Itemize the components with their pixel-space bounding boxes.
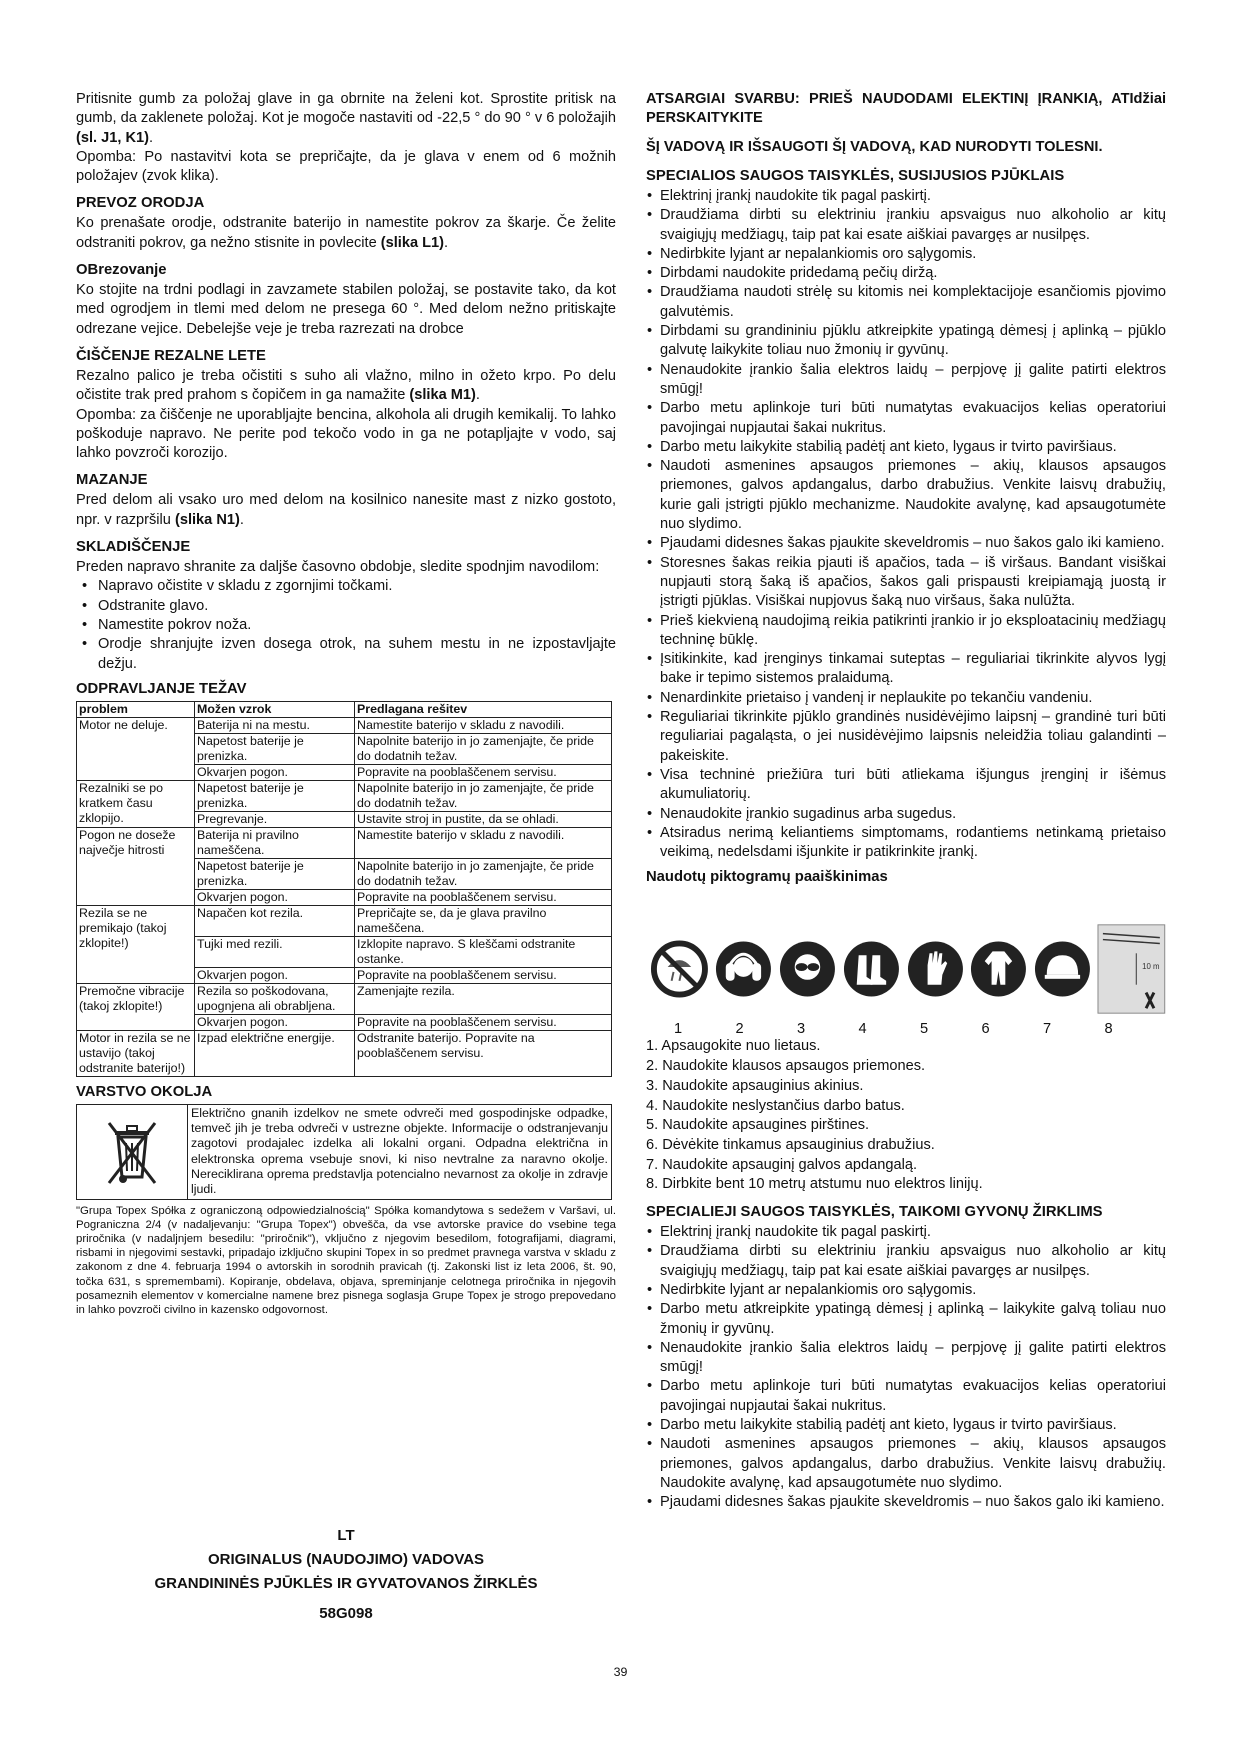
list-item: • Nenaudokite įrankio šalia elektros laidų – perpjovę jį galite patirti elektros smūgį!: [646, 1339, 1166, 1378]
table-cell: Napačen kot rezila.: [195, 905, 355, 936]
table-cell: Rezalniki se po kratkem času zklopijo.: [77, 780, 195, 827]
table-cell: Okvarjen pogon.: [195, 1014, 355, 1030]
table-cell: Napetost baterije je prenizka.: [195, 780, 355, 811]
pictogram-number: 6: [981, 1021, 990, 1038]
distance-label: 10 m: [1142, 962, 1160, 972]
list-item: • Darbo metu aplinkoje turi būti numatytas evakuacijos kelias operatoriui pavojingai nupjautai šakai nukritus.: [646, 399, 1166, 438]
table-cell: Namestite baterijo v skladu z navodili.: [355, 827, 612, 858]
pictogram-number: 4: [858, 1021, 867, 1038]
table-cell: Popravite na pooblaščenem servisu.: [355, 967, 612, 983]
table-cell: Napolnite baterijo in jo zamenjajte, če pride do dodatnih težav.: [355, 858, 612, 889]
table-cell: Prepričajte se, da je glava pravilno nameščena.: [355, 905, 612, 936]
list-item: • Nenaudokite įrankio sugadinus arba sugedus.: [646, 805, 1166, 824]
list-item: • Storesnes šakas reikia pjauti iš apačios, tada – iš viršaus. Bandant visiškai nupjauti storą šaką iš apačios, šakos gali prispausti kreipiamąją juostą ir įstrigti pjūklas. Visiškai nupjovus šaką nuo viršaus, šaka nulūžta.: [646, 554, 1166, 612]
saw-rules-list: [646, 187, 1166, 862]
keep-manual-heading: ŠĮ VADOVĄ IR IŠSAUGOTI ŠĮ VADOVĄ, KAD NURODYTI TOLESNI.: [646, 139, 1103, 155]
table-header-row: [77, 701, 612, 717]
list-item: • Nenardinkite prietaiso į vandenį ir neplaukite po tekančiu vandeniu.: [646, 689, 1166, 708]
table-header: Možen vzrok: [195, 701, 355, 717]
table-cell: Baterija ni na mestu.: [195, 717, 355, 733]
list-item: 7. Naudokite apsauginį galvos apdangalą.: [646, 1156, 917, 1173]
table-cell: Namestite baterijo v skladu z navodili.: [355, 717, 612, 733]
list-item: • Reguliariai tikrinkite pjūklo grandinės nusidėvėjimo laipsnį – grandinė turi būti reguliariai pagaląsta, o jei nusidėvėjimo laipsnis neleidžia toliau galandinti – pakeiskite.: [646, 708, 1166, 766]
environment-heading: VARSTVO OKOLJA: [76, 1083, 213, 1100]
environment-box: [76, 1104, 612, 1200]
list-item: • Nedirbkite lyjant ar nepalankiomis oro sąlygomis.: [646, 1281, 1166, 1300]
transport-text: Ko prenašate orodje, odstranite baterijo in namestite pokrov za škarje. Če želite odstraniti pokrov, ga nežno stisnite in povlecite (slika L1).: [76, 215, 616, 251]
list-item: 3. Naudokite apsauginius akinius.: [646, 1077, 864, 1094]
troubleshooting-heading: ODPRAVLJANJE TEŽAV: [76, 680, 247, 697]
goggles-icon: [778, 939, 837, 999]
warning-heading: ATSARGIAI SVARBU: PRIEŠ NAUDODAMI ELEKTINĮ ĮRANKIĄ, ATIdžiai PERSKAITYKITE: [646, 91, 1166, 126]
table-cell: Zamenjajte rezila.: [355, 983, 612, 1014]
cleaning-heading: ČIŠČENJE REZALNE LETE: [76, 347, 266, 364]
lubrication-heading: MAZANJE: [76, 472, 148, 489]
table-cell: Popravite na pooblaščenem servisu.: [355, 1014, 612, 1030]
table-header: Predlagana rešitev: [355, 701, 612, 717]
safety-boots-icon: [842, 939, 901, 999]
saw-rules-heading: SPECIALIOS SAUGOS TAISYKLĖS, SUSIJUSIOS PJŪKLAIS: [646, 168, 1065, 184]
table-row: [77, 717, 612, 733]
cleaning-note: Opomba: za čiščenje ne uporabljajte bencina, alkohola ali drugih kemikalij. To lahko poškoduje napravo. Ne perite pod tekočo vodo in ga ne potapljajte v vodo, saj lahko povzroči korozijo.: [76, 406, 616, 462]
environment-text: Električno gnanih izdelkov ne smete odvreči med gospodinjske odpadke, temveč jih je treba odvreči v ustrezne objekte. Informacije o odstranjevanju zagotovi prodajalec izdelka ali lokalni organi. Odpadna električna in elektronska oprema vsebuje snovi, ki niso nevtralne za naravno okolje. Nereciklirana oprema predstavlja potencialno nevarnost za okolje in zdravje ljudi.: [191, 1105, 608, 1197]
table-row: [77, 827, 612, 858]
intro-paragraph: Pritisnite gumb za položaj glave in ga obrnite na želeni kot. Sprostite pritisk na gumb, da zaklenete položaj. Kot je mogoče nastaviti od -22,5 ° do 90 ° v 6 položajih (sl. J1, K1).: [76, 91, 616, 146]
pictogram-number: 5: [920, 1021, 929, 1038]
table-cell: Napetost baterije je prenizka.: [195, 733, 355, 764]
list-item: • Napravo očistite v skladu z zgornjimi točkami.: [76, 577, 616, 596]
pictogram-number: 1: [674, 1021, 683, 1038]
table-cell: Okvarjen pogon.: [195, 889, 355, 905]
table-cell: Baterija ni pravilno nameščena.: [195, 827, 355, 858]
list-item: • Darbo metu laikykite stabilią padėtį ant kieto, lygaus ir tvirto paviršiaus.: [646, 1416, 1166, 1435]
list-item: 5. Naudokite apsaugines pirštines.: [646, 1117, 870, 1134]
pictogram-number: 3: [797, 1021, 806, 1038]
copyright-notice: "Grupa Topex Spółka z ograniczoną odpowiedzialnością" Spółka komandytowa s sedežem v Varšavi, ul. Pograniczna 2/4 (v nadaljevanju: "Grupa Topex") obvešča, da vse avtorske pravice do vsebine tega priročnika (v nadaljnjem besedilu: "priročnik"), vključno z njegovim besedilom, fotografijami, diagrami, risbami in njegovimi sestavki, pripadajo izključno skupini Topex in so predmet pravnega varstva v skladu z zakonom z dne 4. februarja 1994 o avtorskih in sorodnih pravicah (tj. Zakonski list iz leta 2006, št. 90, točka 631, s spremembami). Kopiranje, obdelava, objava, spreminjanje celotnega priročnika in njegovih posameznih elementov v komercialne namene brez pisnega soglasja Grupe Topex je strogo prepovedano in lahko povzroči civilno in kazensko odgovornost.: [76, 1204, 616, 1317]
list-item: • Atsiradus nerimą keliantiems simptomams, rodantiems netinkamą prietaiso veikimą, nedelsdami išjunkite ir patikrinkite įrankį.: [646, 824, 1166, 863]
list-item: • Naudoti asmenines apsaugos priemones – akių, klausos apsaugos priemones, galvos apdangalus, darbo drabužius. Venkite laisvų drabužių. Naudokite avalynę, kad apsaugotumėte nuo slydimo.: [646, 1435, 1166, 1493]
lubrication-text: Pred delom ali vsako uro med delom na kosilnico nanesite mast z nizko gostoto, npr. v razpršilu (slika N1).: [76, 492, 616, 528]
table-row: [77, 780, 612, 811]
pictogram-number: 8: [1104, 1021, 1113, 1038]
list-item: • Odstranite glavo.: [76, 597, 616, 616]
crossed-bin-icon: [77, 1105, 188, 1199]
left-column: [76, 90, 616, 1317]
ear-protection-icon: [714, 939, 773, 999]
model-number: 58G098: [319, 1605, 373, 1622]
storage-text: Preden napravo shranite za daljše časovno obdobje, sledite spodnjim navodilom:: [76, 559, 600, 576]
list-item: • Draudžiama naudoti strėlę su kitomis nei komplektacijoje esančiomis pjovimo galvutėmis.: [646, 283, 1166, 322]
storage-heading: SKLADIŠČENJE: [76, 539, 191, 556]
table-cell: Okvarjen pogon.: [195, 764, 355, 780]
shears-rules-list: [646, 1223, 1166, 1512]
list-item: 1. Apsaugokite nuo lietaus.: [646, 1038, 821, 1055]
cleaning-text: Rezalno palico je treba očistiti s suho ali vlažno, milno in ožeto krpo. Po delu očistite trak pred prahom s čopičem in ga namažite (slika M1).: [76, 367, 616, 404]
list-item: • Darbo metu aplinkoje turi būti numatytas evakuacijos kelias operatoriui pavojingai nupjautai šakai nukritus.: [646, 1377, 1166, 1416]
list-item: • Draudžiama dirbti su elektriniu įrankiu apsvaigus nuo alkoholio ar kitų svaigiųjų medžiagų, taip pat kai esate aiškiai pavargęs ar nusilpęs.: [646, 1242, 1166, 1281]
power-line-distance-icon: [1097, 923, 1166, 1015]
list-item: • Elektrinį įrankį naudokite tik pagal paskirtį.: [646, 187, 1166, 206]
pictogram-strip: [650, 923, 1166, 1015]
table-cell: Pregrevanje.: [195, 811, 355, 827]
list-item: • Įsitikinkite, kad įrenginys tinkamai suteptas – reguliariai tikrinkite alyvos lygį bake ir tepimo sistemos pralaidumą.: [646, 650, 1166, 689]
page-number: 39: [613, 1665, 628, 1679]
storage-list: [76, 577, 616, 673]
troubleshooting-table: [76, 701, 612, 1077]
list-item: • Orodje shranjujte izven dosega otrok, na suhem mestu in ne izpostavljajte dežju.: [76, 635, 616, 674]
list-item: 6. Dėvėkite tinkamus apsauginius drabužius.: [646, 1136, 935, 1153]
table-cell: Popravite na pooblaščenem servisu.: [355, 764, 612, 780]
protective-clothing-icon: [969, 939, 1028, 999]
lt-title-block: [76, 1524, 616, 1626]
list-item: • Dirbdami naudokite pridedamą pečių diržą.: [646, 264, 1166, 283]
list-item: • Naudoti asmenines apsaugos priemones – akių, klausos apsaugos priemones, galvos apdangalus, darbo drabužius. Venkite laisvų drabužių, kurie gali įstrigti pjūklo mechanizme. Naudokite avalynę, kad apsaugotumėte nuo slydimo.: [646, 457, 1166, 534]
pictogram-number: 7: [1043, 1021, 1052, 1038]
list-item: • Nenaudokite įrankio šalia elektros laidų – perpjovę jį galite patirti elektros smūgį!: [646, 361, 1166, 400]
list-item: • Elektrinį įrankį naudokite tik pagal paskirtį.: [646, 1223, 1166, 1242]
list-item: • Namestite pokrov noža.: [76, 616, 616, 635]
list-item: • Pjaudami didesnes šakas pjaukite skeveldromis – nuo šakos galo iki kamieno.: [646, 534, 1166, 553]
list-item: • Darbo metu laikykite stabilią padėtį ant kieto, lygaus ir tvirto paviršiaus.: [646, 438, 1166, 457]
gloves-icon: [906, 939, 965, 999]
table-cell: Tujki med rezili.: [195, 936, 355, 967]
list-item: • Visa techninė priežiūra turi būti atliekama išjungus įrenginį ir išėmus akumuliatorių.: [646, 766, 1166, 805]
helmet-icon: [1033, 939, 1092, 999]
list-item: • Prieš kiekvieną naudojimą reikia patikrinti įrankio ir jo eksploatacinių medžiagų techninę būklę.: [646, 612, 1166, 651]
product-name: GRANDININĖS PJŪKLĖS IR GYVATOVANOS ŽIRKLĖS: [154, 1575, 538, 1592]
table-cell: Odstranite baterijo. Popravite na pooblaščenem servisu.: [355, 1030, 612, 1076]
table-cell: Pogon ne doseže največje hitrosti: [77, 827, 195, 905]
right-column: [646, 90, 1166, 1512]
table-cell: Napetost baterije je prenizka.: [195, 858, 355, 889]
language-code: LT: [337, 1527, 355, 1544]
table-cell: Ustavite stroj in pustite, da se ohladi.: [355, 811, 612, 827]
table-cell: Premočne vibracije (takoj zklopite!): [77, 983, 195, 1030]
table-cell: Napolnite baterijo in jo zamenjajte, če pride do dodatnih težav.: [355, 780, 612, 811]
list-item: 8. Dirbkite bent 10 metrų atstumu nuo elektros linijų.: [646, 1176, 983, 1193]
pictograms-heading: Naudotų piktogramų paaiškinimas: [646, 869, 888, 886]
pictogram-number: 2: [735, 1021, 744, 1038]
table-row: [77, 1030, 612, 1076]
pictogram-legend: [646, 1037, 1166, 1195]
table-cell: Motor ne deluje.: [77, 717, 195, 780]
list-item: • Darbo metu atkreipkite ypatingą dėmesį į aplinką – laikykite galvą toliau nuo žmonių ir gyvūnų.: [646, 1300, 1166, 1339]
table-row: [77, 905, 612, 936]
list-item: • Nedirbkite lyjant ar nepalankiomis oro sąlygomis.: [646, 245, 1166, 264]
table-cell: Izpad električne energije.: [195, 1030, 355, 1076]
no-rain-icon: [650, 939, 709, 999]
table-header: problem: [77, 701, 195, 717]
table-cell: Izklopite napravo. S kleščami odstranite ostanke.: [355, 936, 612, 967]
transport-heading: PREVOZ ORODJA: [76, 195, 205, 212]
list-item: • Pjaudami didesnes šakas pjaukite skeveldromis – nuo šakos galo iki kamieno.: [646, 1493, 1166, 1512]
table-cell: Popravite na pooblaščenem servisu.: [355, 889, 612, 905]
table-cell: Okvarjen pogon.: [195, 967, 355, 983]
list-item: • Draudžiama dirbti su elektriniu įrankiu apsvaigus nuo alkoholio ar kitų svaigiųjų medžiagų, taip pat kai esate aiškiai pavargęs ar nusilpęs.: [646, 206, 1166, 245]
cutting-heading: OBrezovanje: [76, 262, 167, 279]
table-cell: Napolnite baterijo in jo zamenjajte, če pride do dodatnih težav.: [355, 733, 612, 764]
list-item: 2. Naudokite klausos apsaugos priemones.: [646, 1058, 926, 1075]
cutting-text: Ko stojite na trdni podlagi in zavzamete stabilen položaj, se postavite tako, da kot med ogrodjem in tlemi med delom ne presega 60 °. Med delom nežno pritiskajte odrezane vejice. Debelejše veje je treba razrezati na drobce: [76, 282, 616, 337]
shears-rules-heading: SPECIALIEJI SAUGOS TAISYKLĖS, TAIKOMI GYVONŲ ŽIRKLIMS: [646, 1204, 1103, 1221]
table-cell: Rezila se ne premikajo (takoj zklopite!): [77, 905, 195, 983]
table-row: [77, 983, 612, 1014]
table-cell: Motor in rezila se ne ustavijo (takoj odstranite baterijo!): [77, 1030, 195, 1076]
manual-title: ORIGINALUS (NAUDOJIMO) VADOVAS: [207, 1551, 485, 1568]
list-item: 4. Naudokite neslystančius darbo batus.: [646, 1097, 905, 1114]
intro-note: Opomba: Po nastavitvi kota se prepričajte, da je glava v enem od 6 možnih položajev (zvok klika).: [76, 148, 616, 185]
pictogram-numbers: [674, 1021, 1166, 1037]
table-cell: Rezila so poškodovana, upognjena ali obrabljena.: [195, 983, 355, 1014]
list-item: • Dirbdami su grandininiu pjūklu atkreipkite ypatingą dėmesį į aplinką – pjūklo galvutę laikykite toliau nuo žmonių ir gyvūnų.: [646, 322, 1166, 361]
